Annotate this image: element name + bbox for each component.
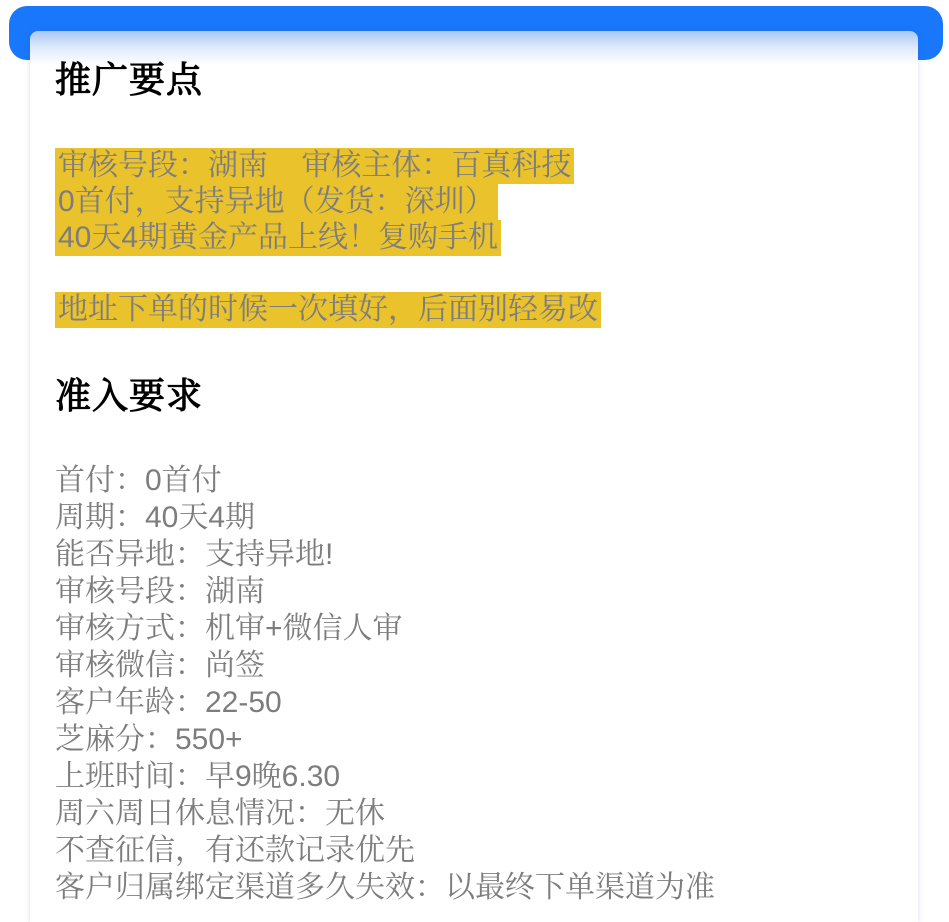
highlight-note-line [55, 292, 893, 328]
highlighted-note-text: 地址下单的时候一次填好，后面别轻易改 [55, 292, 601, 328]
highlighted-text: 0首付，支持异地（发货：深圳） [55, 184, 498, 220]
highlight-line [55, 220, 893, 256]
blank-line [55, 256, 893, 292]
highlighted-text: 40天4期黄金产品上线！复购手机 [55, 220, 501, 256]
requirement-item: 芝麻分：550+ [55, 723, 243, 756]
requirement-item: 能否异地：支持异地! [55, 538, 334, 571]
requirement-item: 首付：0首付 [55, 464, 222, 497]
section-title-promotion: 推广要点 [55, 59, 204, 100]
highlight-block [55, 148, 893, 256]
requirement-item: 审核微信：尚签 [55, 649, 265, 682]
highlight-line [55, 184, 893, 220]
requirement-item: 周期：40天4期 [55, 501, 256, 534]
requirement-item: 客户归属绑定渠道多久失效：以最终下单渠道为准 [55, 871, 715, 904]
highlighted-text: 审核号段：湖南 审核主体：百真科技 [55, 148, 574, 184]
requirement-item: 周六周日休息情况：无休 [55, 797, 385, 830]
requirement-item: 审核方式：机审+微信人审 [55, 612, 403, 645]
requirement-item: 审核号段：湖南 [55, 575, 265, 608]
section-title-requirements: 准入要求 [55, 375, 204, 416]
highlight-line [55, 148, 893, 184]
requirements-list [55, 462, 893, 906]
requirement-item: 不查征信，有还款记录优先 [55, 834, 415, 867]
content-card [30, 31, 918, 922]
requirement-item: 客户年龄：22-50 [55, 686, 282, 719]
requirement-item: 上班时间：早9晚6.30 [55, 760, 341, 793]
